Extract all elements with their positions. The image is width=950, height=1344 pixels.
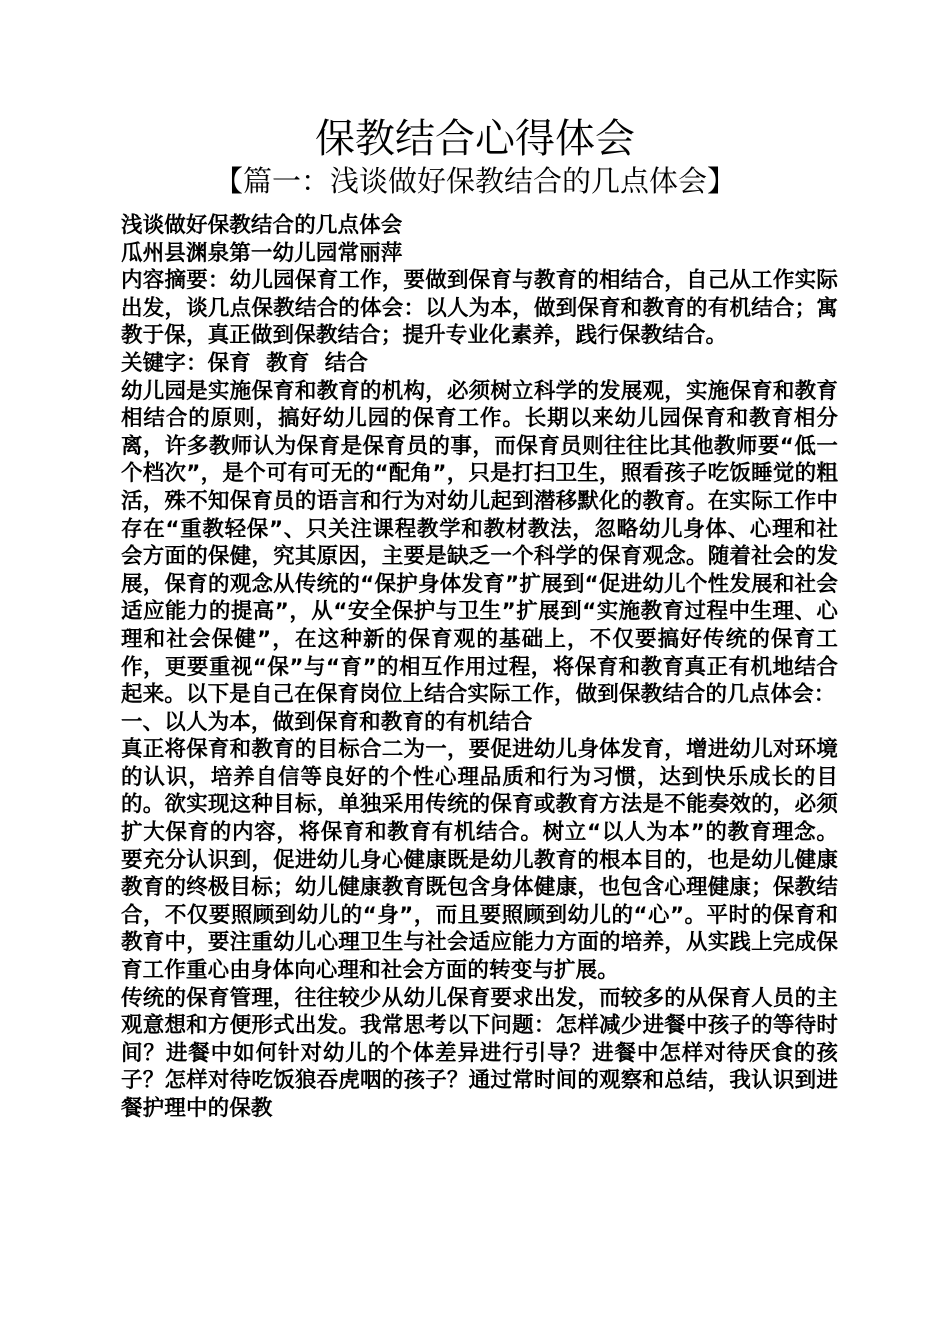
document-subtitle: 【篇一：浅谈做好保教结合的几点体会】 [213, 164, 736, 198]
body-paragraph: 真正将保育和教育的目标合二为一，要促进幼儿身体发育，增进幼儿对环境的认识，培养自信等良好的个性心理品质和行为习惯，达到快乐成长的目的。欲实现这种目标，单独采用传统的保育或教育方法是不能奏效的，必须扩大保育的内容，将保育和教育有机结合。树立“以人为本”的教育理念。要充分认识到，促进幼儿身心健康既是幼儿教育的根本目的，也是幼儿健康教育的终极目标；幼儿健康教育既包含身体健康，也包含心理健康；保教结合，不仅要照顾到幼儿的“身”，而且要照顾到幼儿的“心”。平时的保育和教育中，要注重幼儿心理卫生与社会适应能力方面的培养，从实践上完成保育工作重心由身体向心理和社会方面的转变与扩展。 [121, 737, 838, 984]
abstract-paragraph: 内容摘要：幼儿园保育工作，要做到保育与教育的相结合，自己从工作实际出发，谈几点保教结合的体会：以人为本，做到保育和教育的有机结合；寓教于保，真正做到保教结合；提升专业化素养，践行保教结合。 [121, 268, 838, 349]
body-paragraph: 幼儿园是实施保育和教育的机构，必须树立科学的发展观，实施保育和教育相结合的原则，搞好幼儿园的保育工作。长期以来幼儿园保育和教育相分离，许多教师认为保育是保育员的事，而保育员则往往比其他教师要“低一个档次”，是个可有可无的“配角”，只是打扫卫生，照看孩子吃饭睡觉的粗活，殊不知保育员的语言和行为对幼儿起到潜移默化的教育。在实际工作中存在“重教轻保”、只关注课程教学和教材教法，忽略幼儿身体、心理和社会方面的保健，究其原因，主要是缺乏一个科学的保育观念。随着社会的发展，保育的观念从传统的“保护身体发育”扩展到“促进幼儿个性发展和社会适应能力的提高”，从“安全保护与卫生”扩展到“实施教育过程中生理、心理和社会保健”，在这种新的保育观的基础上，不仅要搞好传统的保育工作，更要重视“保”与“育”的相互作用过程，将保育和教育真正有机地结合起来。以下是自己在保育岗位上结合实际工作，做到保教结合的几点体会： [121, 378, 838, 708]
keywords-line: 关键字：保育 教育 结合 [121, 350, 369, 376]
document-title: 保教结合心得体会 [315, 116, 635, 162]
section-heading: 一、以人为本，做到保育和教育的有机结合 [121, 709, 533, 735]
body-paragraph: 传统的保育管理，往往较少从幼儿保育要求出发，而较多的从保育人员的主观意想和方便形式出发。我常思考以下问题：怎样减少进餐中孩子的等待时间？进餐中如何针对幼儿的个体差异进行引导？进餐中怎样对待厌食的孩子？怎样对待吃饭狼吞虎咽的孩子？通过常时间的观察和总结，我认识到进餐护理中的保教 [121, 985, 838, 1121]
document-body [116, 212, 838, 1123]
article-heading: 浅谈做好保教结合的几点体会 [121, 213, 403, 238]
article-author: 瓜州县渊泉第一幼儿园常丽萍 [121, 240, 403, 266]
